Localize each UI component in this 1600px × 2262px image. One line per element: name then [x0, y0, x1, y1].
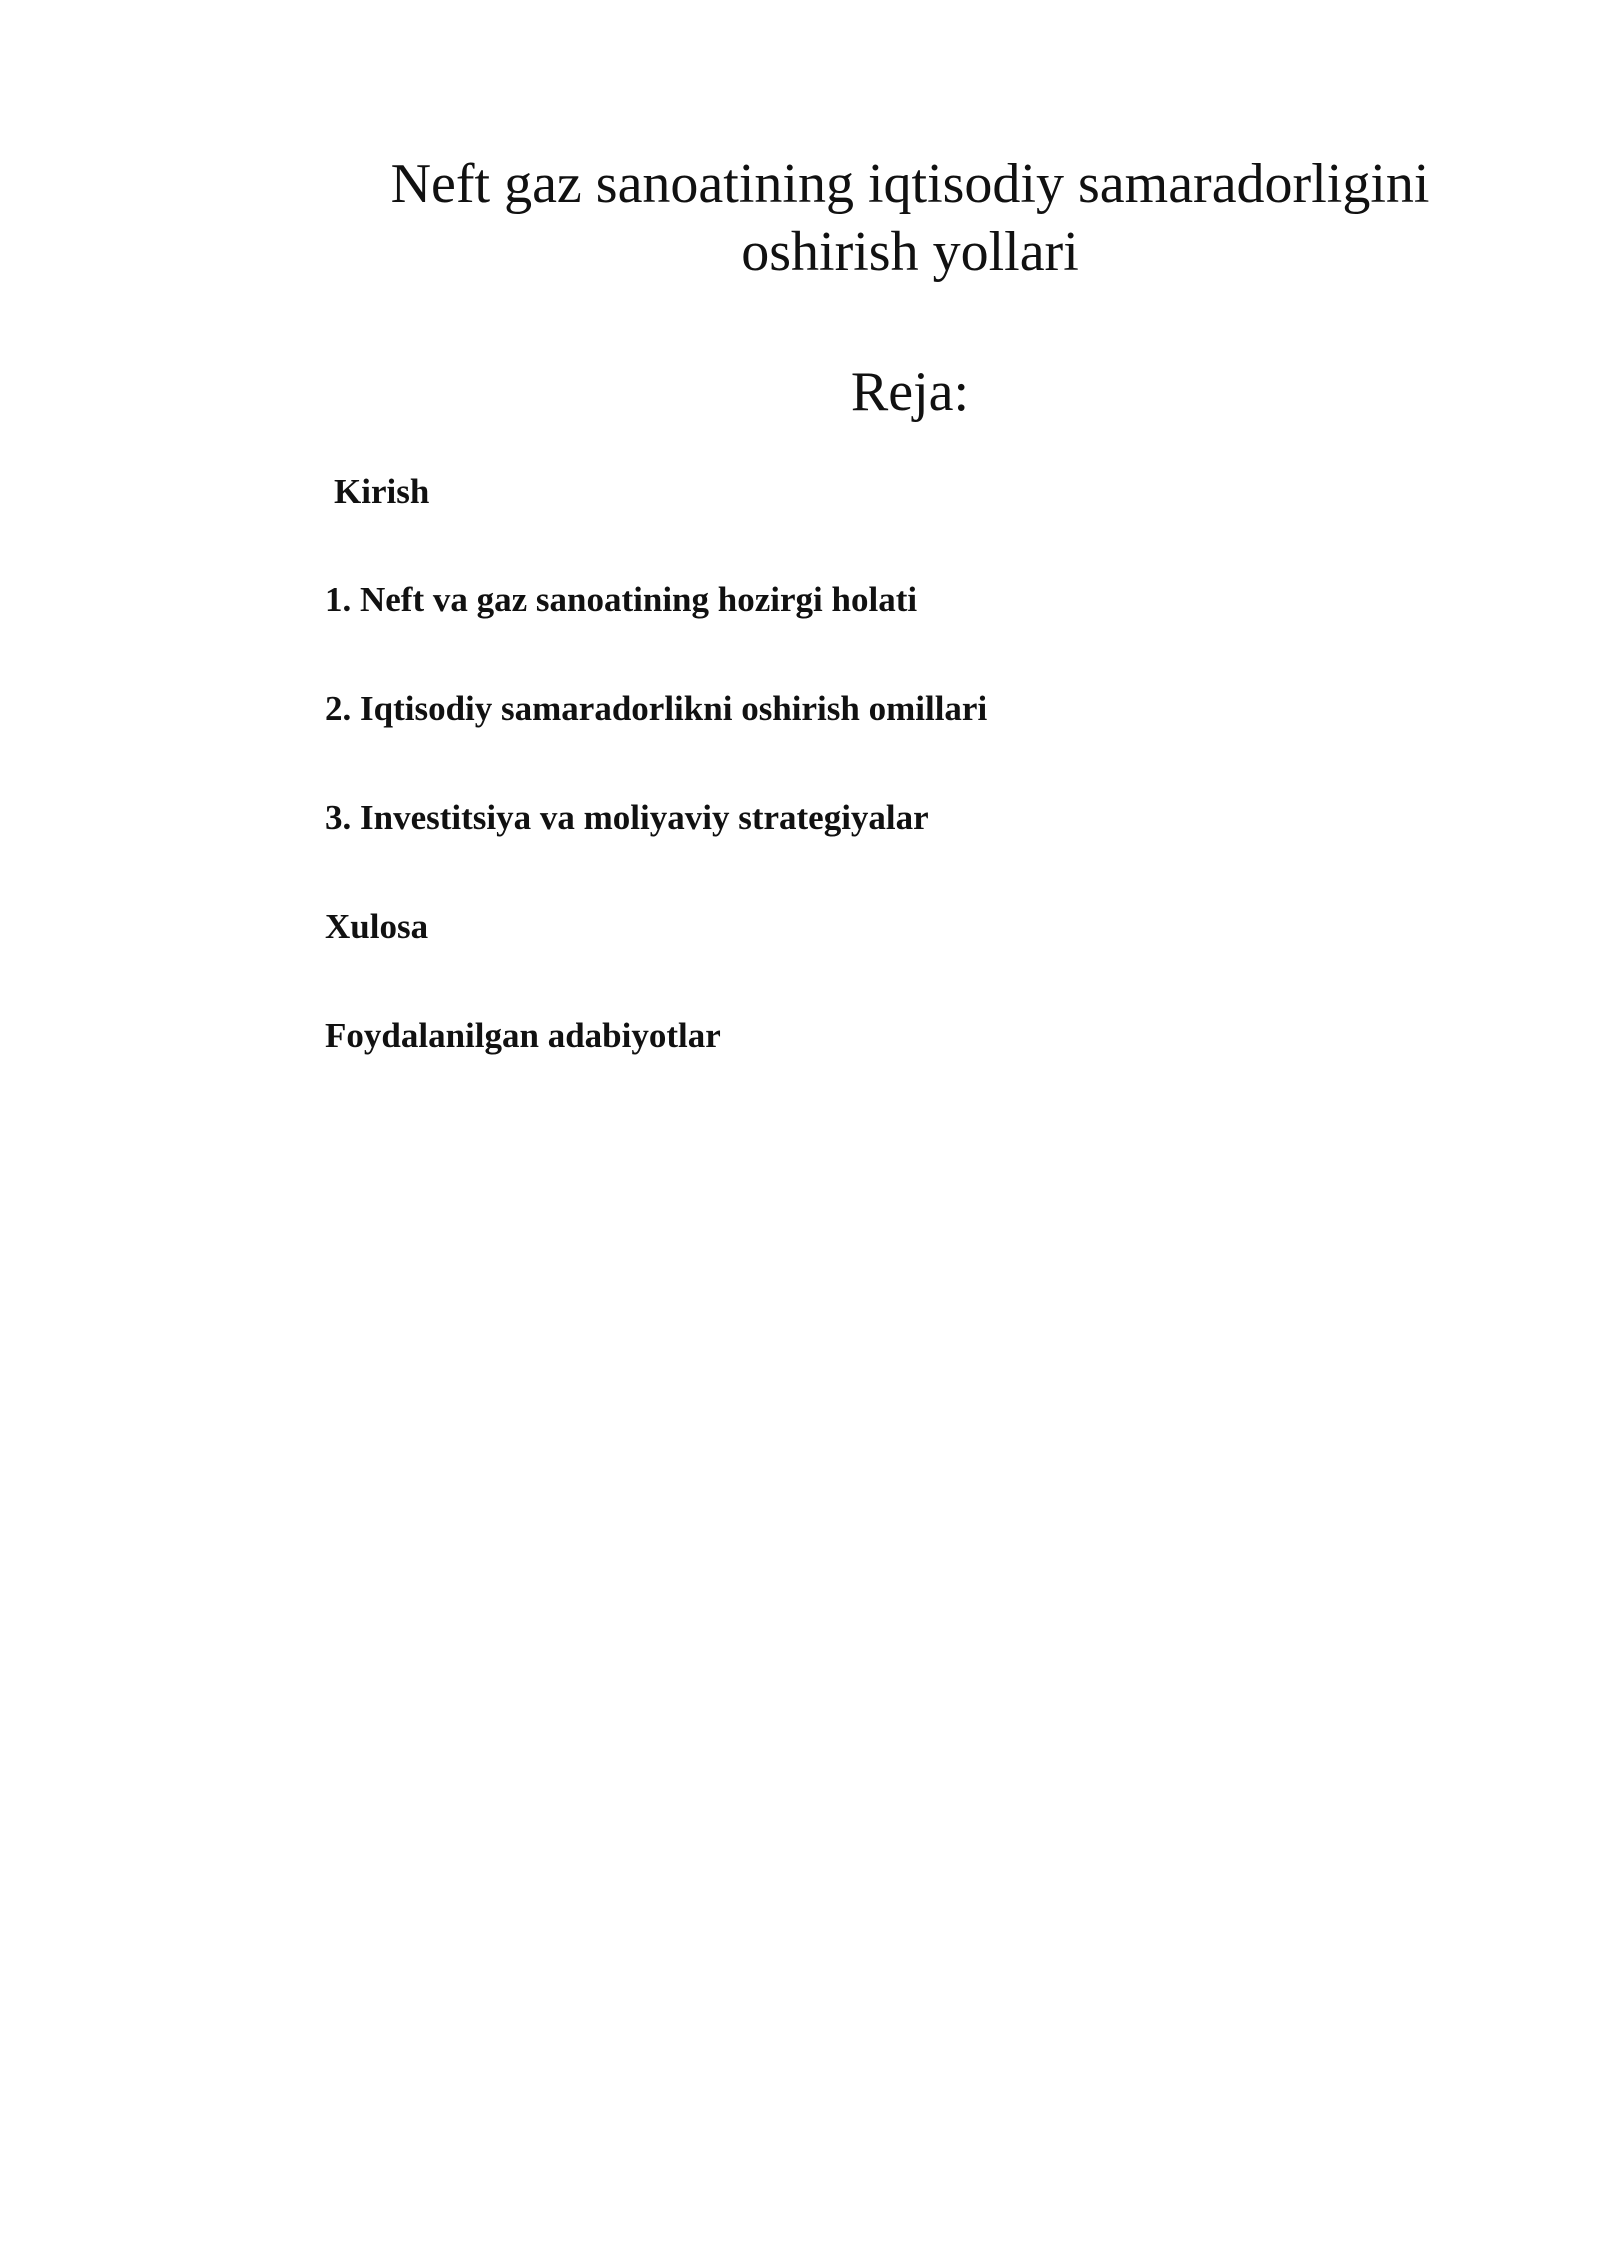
plan-heading: Reja: [850, 361, 970, 423]
title-line-2: oshirish yollari [741, 221, 1079, 283]
toc-item-2: 2. Iqtisodiy samaradorlikni oshirish omillari [325, 689, 988, 728]
toc-item-intro: Kirish [334, 472, 430, 511]
toc-item-references: Foydalanilgan adabiyotlar [325, 1016, 721, 1055]
toc-item-1: 1. Neft va gaz sanoatining hozirgi holati [325, 580, 918, 619]
document-title [320, 150, 1500, 286]
toc-item-conclusion: Xulosa [325, 907, 429, 946]
toc-item-3: 3. Investitsiya va moliyaviy strategiyalar [325, 798, 929, 837]
title-line-1: Neft gaz sanoatining iqtisodiy samaradorligini [390, 153, 1430, 215]
